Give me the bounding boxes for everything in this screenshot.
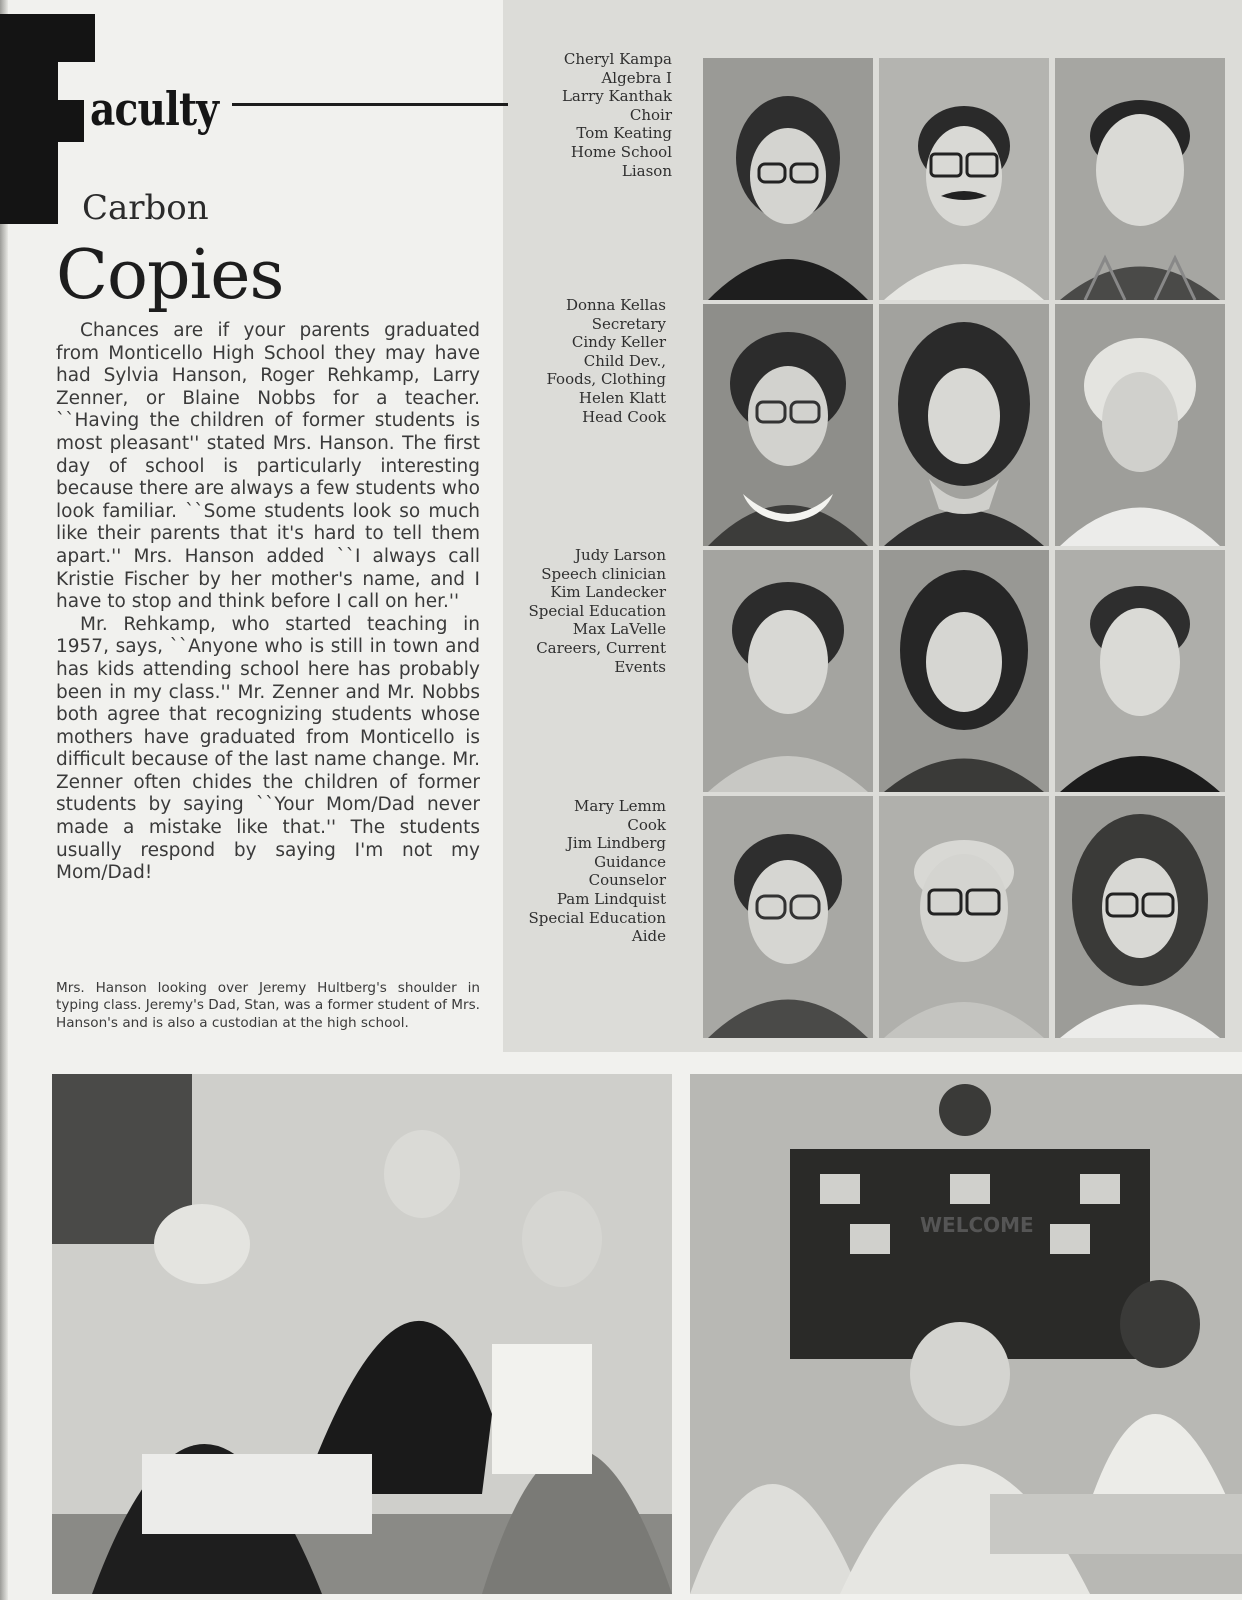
section-title: aculty bbox=[90, 82, 219, 136]
faculty-portrait bbox=[703, 304, 873, 546]
name-list-row-1 bbox=[502, 50, 672, 180]
faculty-portrait bbox=[879, 796, 1049, 1038]
article-paragraph: Mr. Rehkamp, who started teaching in 1957, says, ``Anyone who is still in town and has kids attending school here has probably been in my class.'' Mr. Zenner and Mr. Nobbs both agree that recognizing students whose mothers have graduated from Monticello is difficult because of the last name change. Mr. Zenner often chides the children of former students by saying ``Your Mom/Dad never made a mistake like that.'' The students usually respond by saying I'm not my Mom/Dad! bbox=[56, 613, 480, 884]
faculty-portrait bbox=[879, 550, 1049, 792]
welcome-sign: WELCOME bbox=[920, 1213, 1034, 1237]
name-line: Algebra I bbox=[601, 68, 672, 87]
name-line: Donna Kellas bbox=[565, 296, 666, 314]
name-line: Cook bbox=[627, 815, 666, 834]
name-line: Head Cook bbox=[582, 407, 666, 426]
name-list-row-2 bbox=[496, 296, 666, 426]
faculty-portrait bbox=[879, 58, 1049, 300]
article-body bbox=[56, 320, 480, 885]
page-gutter-shadow bbox=[0, 0, 8, 1600]
name-line: Cindy Keller bbox=[571, 333, 666, 352]
name-list-row-4 bbox=[496, 797, 666, 946]
section-title-rule bbox=[232, 103, 508, 106]
faculty-portrait bbox=[703, 58, 873, 300]
name-line: Home School bbox=[570, 142, 672, 161]
name-line: Helen Klatt bbox=[578, 388, 666, 407]
name-line: Choir bbox=[629, 105, 672, 124]
name-line: Kim Landecker bbox=[550, 583, 666, 602]
name-line: Cheryl Kampa bbox=[563, 50, 672, 68]
faculty-portrait-grid bbox=[703, 58, 1242, 1060]
name-line: Guidance bbox=[594, 852, 666, 871]
name-line: Tom Keating bbox=[576, 124, 672, 143]
faculty-portrait bbox=[1055, 550, 1225, 792]
name-line: Events bbox=[614, 657, 666, 676]
name-line: Child Dev., bbox=[583, 351, 666, 370]
section-initial-letter bbox=[0, 14, 95, 224]
name-line: Aide bbox=[631, 927, 666, 946]
name-line: Foods, Clothing bbox=[546, 370, 666, 389]
article-headline: Copies bbox=[56, 236, 284, 315]
name-line: Max LaVelle bbox=[572, 620, 666, 639]
name-line: Careers, Current bbox=[536, 638, 666, 657]
faculty-portrait bbox=[1055, 304, 1225, 546]
name-line: Special Education bbox=[528, 601, 666, 620]
faculty-portrait bbox=[1055, 796, 1225, 1038]
article-kicker: Carbon bbox=[82, 188, 209, 228]
faculty-portrait bbox=[879, 304, 1049, 546]
faculty-portrait bbox=[703, 796, 873, 1038]
photo-caption: Mrs. Hanson looking over Jeremy Hultberg's shoulder in typing class. Jeremy's Dad, Stan, was a former student of Mrs. Hanson's and is also a custodian at the high school. bbox=[56, 980, 480, 1031]
name-list-row-3 bbox=[496, 546, 666, 676]
name-line: Special Education bbox=[528, 908, 666, 927]
name-line: Speech clinician bbox=[541, 564, 666, 583]
name-line: Counselor bbox=[588, 871, 666, 890]
name-line: Liason bbox=[621, 161, 672, 180]
name-line: Jim Lindberg bbox=[566, 834, 666, 853]
classroom-photo bbox=[690, 1074, 1242, 1594]
name-line: Judy Larson bbox=[575, 546, 666, 564]
name-line: Mary Lemm bbox=[574, 797, 666, 815]
article-paragraph: Chances are if your parents graduated from Monticello High School they may have had Sylvia Hanson, Roger Rehkamp, Larry Zenner, or Blaine Nobbs for a teacher. ``Having the children of former students is most pleasant'' stated Mrs. Hanson. The first day of school is particularly interesting because there are always a few students who look familiar. ``Some students look so much like their parents that it's hard to tell them apart.'' Mrs. Hanson added ``I always call Kristie Fischer by her mother's name, and I have to stop and think before I call on her.'' bbox=[56, 320, 480, 613]
name-line: Secretary bbox=[591, 314, 666, 333]
faculty-portrait bbox=[703, 550, 873, 792]
typing-class-photo bbox=[52, 1074, 672, 1594]
name-line: Larry Kanthak bbox=[561, 87, 672, 106]
faculty-portrait bbox=[1055, 58, 1225, 300]
name-line: Pam Lindquist bbox=[556, 889, 666, 908]
